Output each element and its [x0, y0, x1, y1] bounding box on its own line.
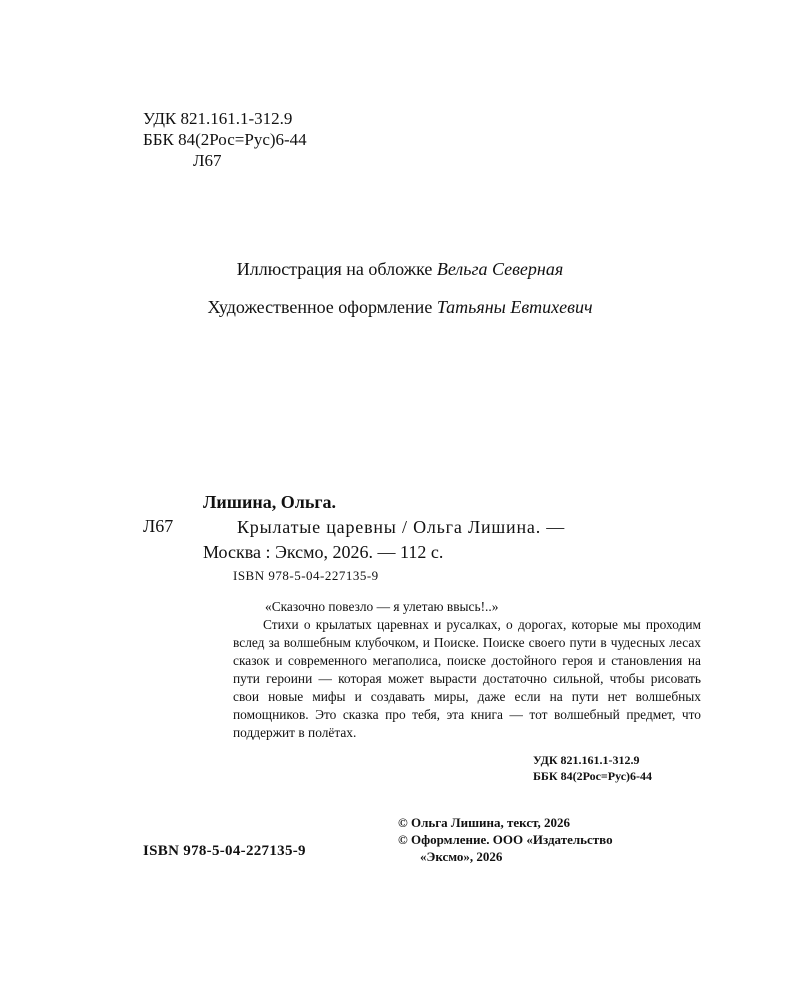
- copyright-block: [398, 814, 613, 865]
- annotation-text: Стихи о крылатых царевнах и русалках, о дорогах, которые мы проходим вслед за волшебным клубочком, и Поиске. Поиске своего пути в чудесных лесах сказок и современного мегаполиса, поиске достойного героя и становления на пути героини — которая может вырасти достаточно сильной, чтобы рисовать свои новые мифы и создавать миры, даже если на пути нет волшебных помощников. Это сказка про тебя, эта книга — тот волшебный предмет, что поддержит в полётах.: [233, 617, 701, 740]
- catalog-entry: [203, 490, 565, 565]
- catalog-title: Крылатые царевны / Ольга Лишина. —: [237, 517, 566, 537]
- copyright-design-cont: «Эксмо», 2026: [420, 849, 503, 864]
- classification-block: [143, 108, 307, 171]
- catalog-udk: УДК 821.161.1-312.9: [533, 753, 640, 767]
- bbk-code: ББК 84(2Рос=Рус)6-44: [143, 130, 307, 149]
- author-mark: Л67: [193, 151, 222, 170]
- udk-code: УДК 821.161.1-312.9: [143, 109, 293, 128]
- illustration-label: Иллюстрация на обложке: [236, 259, 433, 279]
- catalog-publication: Москва : Эксмо, 2026. — 112 с.: [203, 542, 444, 562]
- catalog-classification: [533, 752, 652, 784]
- design-label: Художественное оформление: [207, 297, 433, 317]
- catalog-isbn: ISBN 978-5-04-227135-9: [233, 568, 379, 583]
- illustration-name: Вельга Северная: [436, 259, 564, 279]
- copyright-text: © Ольга Лишина, текст, 2026: [398, 815, 571, 830]
- epigraph-quote: «Сказочно повезло — я улетаю ввысь!..»: [265, 599, 499, 614]
- design-name: Татьяны Евтихевич: [436, 297, 593, 317]
- catalog-author: Лишина, Ольга.: [203, 492, 337, 512]
- catalog-author-mark: Л67: [143, 516, 174, 536]
- illustration-credit: [0, 259, 800, 280]
- copyright-design: © Оформление. ООО «Издательство: [398, 832, 613, 847]
- annotation-block: [233, 598, 701, 742]
- catalog-bbk: ББК 84(2Рос=Рус)6-44: [533, 769, 653, 783]
- design-credit: [0, 297, 800, 318]
- footer-isbn: ISBN 978-5-04-227135-9: [143, 843, 306, 859]
